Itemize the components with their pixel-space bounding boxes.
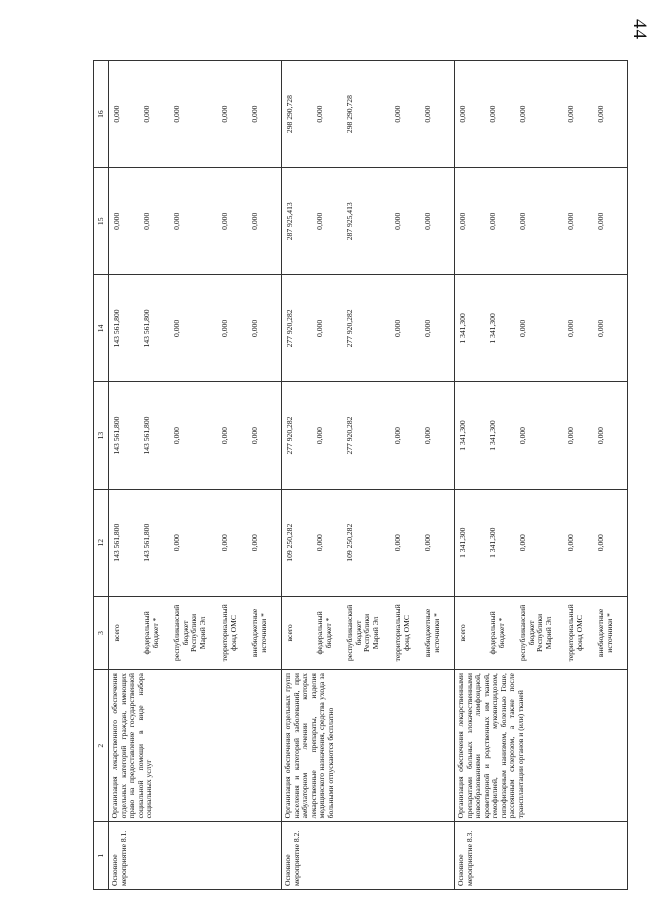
amount-value: 143 561,800	[142, 523, 151, 562]
amount-value: 0,000	[172, 319, 181, 337]
table-row	[455, 61, 628, 890]
year-values-column	[282, 382, 455, 489]
funding-sources	[455, 596, 628, 669]
amount-value: 0,000	[518, 105, 527, 123]
table-body	[109, 61, 628, 890]
header-cell: 2	[94, 670, 109, 822]
amount-value: 0,000	[172, 212, 181, 230]
funding-source-label: федеральный бюджет *	[142, 611, 160, 655]
amount-value: 0,000	[393, 105, 402, 123]
amount-value: 0,000	[315, 319, 324, 337]
year-values-column	[282, 168, 455, 275]
amount-value: 0,000	[315, 212, 324, 230]
amount-value: 1 341,300	[488, 420, 497, 451]
header-cell: 14	[94, 275, 109, 382]
amount-value: 0,000	[566, 534, 575, 552]
funding-source-label: внебюджетные источники *	[250, 608, 268, 658]
page-number: 44	[629, 19, 650, 40]
amount-value: 0,000	[488, 212, 497, 230]
amount-value: 0,000	[142, 212, 151, 230]
year-values-column	[109, 275, 282, 382]
amount-value: 109 250,282	[345, 523, 354, 562]
year-values-column	[455, 382, 628, 489]
funding-source-label: республиканский бюджет Республики Марий Эл	[518, 604, 553, 662]
amount-value: 0,000	[220, 319, 229, 337]
amount-value: 0,000	[518, 212, 527, 230]
amount-value: 143 561,800	[142, 309, 151, 348]
amount-value: 109 250,282	[285, 523, 294, 562]
amount-value: 0,000	[423, 105, 432, 123]
amount-value: 143 561,800	[142, 416, 151, 455]
amount-value: 0,000	[488, 105, 497, 123]
amount-value: 0,000	[566, 212, 575, 230]
amount-value: 0,000	[220, 534, 229, 552]
rotated-table-wrapper	[93, 60, 614, 890]
amount-value: 143 561,800	[112, 416, 121, 455]
funding-source-label: всего	[112, 624, 121, 642]
table-row	[109, 61, 282, 890]
funding-source-label: республиканский бюджет Республики Марий Эл	[345, 604, 380, 662]
funding-source-label: территориальный фонд ОМС	[566, 604, 584, 662]
amount-value: 0,000	[596, 105, 605, 123]
funding-source-label: внебюджетные источники *	[596, 608, 614, 658]
year-values-column	[109, 61, 282, 168]
funding-source-label: федеральный бюджет *	[315, 611, 333, 655]
amount-value: 0,000	[112, 105, 121, 123]
amount-value: 0,000	[566, 105, 575, 123]
amount-value: 1 341,300	[458, 420, 467, 451]
amount-value: 0,000	[423, 534, 432, 552]
funding-source-label: всего	[458, 624, 467, 642]
header-cell: 12	[94, 489, 109, 596]
amount-value: 0,000	[220, 212, 229, 230]
amount-value: 0,000	[250, 427, 259, 445]
amount-value: 0,000	[172, 105, 181, 123]
measure-name: Организация обеспечения отдельных групп населения и категорий заболеваний, при амбулаторном лечении которых лекарственные препараты, изделия медицинского назначения, средства ухода за больными отпускаются бесплатно	[282, 670, 455, 822]
amount-value: 143 561,800	[112, 523, 121, 562]
amount-value: 0,000	[566, 427, 575, 445]
amount-value: 0,000	[315, 534, 324, 552]
year-values-column	[109, 168, 282, 275]
funding-source-label: федеральный бюджет *	[488, 611, 506, 655]
amount-value: 277 920,282	[285, 309, 294, 348]
year-values-column	[282, 489, 455, 596]
amount-value: 0,000	[423, 427, 432, 445]
funding-sources	[282, 596, 455, 669]
amount-value: 1 341,300	[488, 527, 497, 558]
year-values-column	[455, 61, 628, 168]
measure-id: Основное мероприятие 8.1.	[109, 822, 282, 890]
amount-value: 0,000	[172, 534, 181, 552]
amount-value: 298 290,728	[285, 95, 294, 134]
amount-value: 0,000	[220, 105, 229, 123]
measure-id: Основное мероприятие 8.2.	[282, 822, 455, 890]
table-row	[282, 61, 455, 890]
financing-table	[93, 60, 628, 890]
amount-value: 0,000	[423, 212, 432, 230]
header-cell: 16	[94, 61, 109, 168]
amount-value: 0,000	[250, 105, 259, 123]
amount-value: 143 561,800	[112, 309, 121, 348]
year-values-column	[282, 61, 455, 168]
funding-source-label: всего	[285, 624, 294, 642]
amount-value: 0,000	[518, 534, 527, 552]
header-cell: 15	[94, 168, 109, 275]
amount-value: 0,000	[518, 427, 527, 445]
amount-value: 0,000	[518, 319, 527, 337]
amount-value: 0,000	[142, 105, 151, 123]
amount-value: 0,000	[393, 534, 402, 552]
funding-source-label: территориальный фонд ОМС	[393, 604, 411, 662]
year-values-column	[455, 275, 628, 382]
amount-value: 0,000	[596, 534, 605, 552]
header-cell: 13	[94, 382, 109, 489]
amount-value: 277 920,282	[285, 416, 294, 455]
amount-value: 277 920,282	[345, 416, 354, 455]
amount-value: 0,000	[596, 212, 605, 230]
amount-value: 0,000	[315, 105, 324, 123]
measure-name: Организация обеспечения лекарственными препаратами больных злокачественными новообразованиями лимфоидной, кроветворной и родственных им тканей, гемофилией, муковисцидозом, гипофизарным нанизмом, болезнью Гоше, рассеянным склерозом, а также после трансплантации органов и (или) тканей	[455, 670, 628, 822]
amount-value: 1 341,300	[488, 313, 497, 344]
amount-value: 0,000	[250, 212, 259, 230]
measure-id: Основное мероприятие 8.3.	[455, 822, 628, 890]
year-values-column	[109, 382, 282, 489]
amount-value: 0,000	[596, 427, 605, 445]
amount-value: 0,000	[393, 427, 402, 445]
year-values-column	[109, 489, 282, 596]
year-values-column	[455, 489, 628, 596]
header-cell: 1	[94, 822, 109, 890]
funding-source-label: республиканский бюджет Республики Марий Эл	[172, 604, 207, 662]
amount-value: 0,000	[423, 319, 432, 337]
amount-value: 287 925,413	[285, 202, 294, 241]
amount-value: 287 925,413	[345, 202, 354, 241]
amount-value: 0,000	[458, 105, 467, 123]
amount-value: 0,000	[112, 212, 121, 230]
amount-value: 0,000	[315, 427, 324, 445]
amount-value: 0,000	[458, 212, 467, 230]
funding-source-label: внебюджетные источники *	[423, 608, 441, 658]
amount-value: 0,000	[596, 319, 605, 337]
funding-source-label: территориальный фонд ОМС	[220, 604, 238, 662]
amount-value: 0,000	[250, 534, 259, 552]
amount-value: 0,000	[250, 319, 259, 337]
amount-value: 0,000	[393, 319, 402, 337]
amount-value: 1 341,300	[458, 527, 467, 558]
amount-value: 0,000	[393, 212, 402, 230]
header-row	[94, 61, 109, 890]
amount-value: 0,000	[172, 427, 181, 445]
funding-sources	[109, 596, 282, 669]
year-values-column	[282, 275, 455, 382]
amount-value: 0,000	[220, 427, 229, 445]
measure-name: Организация лекарственного обеспечения отдельных категорий граждан, имеющих право на предоставление государственной социальной помощи в виде набора социальных услуг	[109, 670, 282, 822]
amount-value: 1 341,300	[458, 313, 467, 344]
amount-value: 0,000	[566, 319, 575, 337]
header-cell: 3	[94, 596, 109, 669]
year-values-column	[455, 168, 628, 275]
amount-value: 277 920,282	[345, 309, 354, 348]
amount-value: 298 290,728	[345, 95, 354, 134]
